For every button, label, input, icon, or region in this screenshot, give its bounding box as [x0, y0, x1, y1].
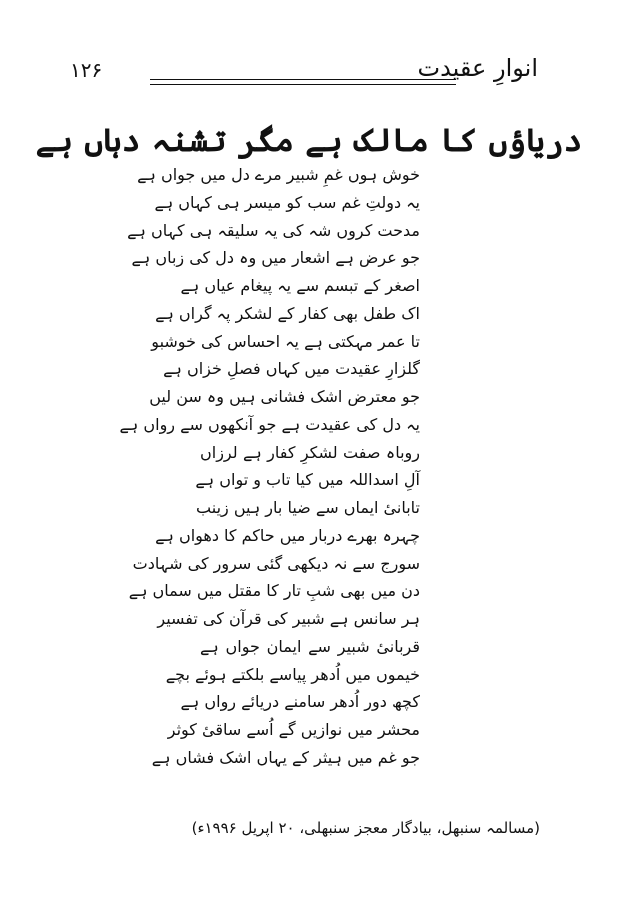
verse-line: اصغر کے تبسم سے یہ پیغام عیاں ہے: [180, 276, 420, 295]
verse-line: خوش ہوں غمِ شبیر مرے دل میں جواں ہے: [137, 165, 420, 184]
verse-line: اک طفل بھی کفار کے لشکر پہ گراں ہے: [155, 303, 420, 323]
book-title: انوارِ عقیدت: [417, 54, 538, 82]
verse-line: خیموں میں اُدھر پیاسے بلکتے ہوئے بچے: [165, 664, 420, 684]
verse-line: تا عمر مہکتی ہے یہ احساس کی خوشبو: [151, 331, 420, 351]
header-rule-top: [150, 79, 456, 80]
verse-line: قربانیٔ شبیر سے ایمان جواں ہے: [200, 636, 420, 656]
poem-title: دریاؤں کا مالک ہے مگر تشنہ دہاں ہے: [35, 121, 583, 159]
verse-line: گلزارِ عقیدت میں کہاں فصلِ خزاں ہے: [163, 359, 420, 379]
verse-line: کچھ دور اُدھر سامنے دریائے رواں ہے: [180, 692, 420, 712]
verse-line: چہرہ بھرے دربار میں حاکم کا دھواں ہے: [155, 525, 420, 545]
verse-line: آلِ اسداللہ میں کیا تاب و تواں ہے: [195, 470, 420, 490]
verse-line: یہ دولتِ غم سب کو میسر ہی کہاں ہے: [154, 192, 420, 212]
header-rule-bottom: [150, 84, 456, 85]
page-header: [0, 0, 618, 100]
page-number: ۱۲۶: [70, 58, 103, 82]
verse-line: جو غم میں ہیثر کے یہاں اشک فشاں ہے: [151, 747, 420, 767]
verse-line: محشر میں نوازیں گے اُسے ساقیٔ کوثر: [167, 720, 420, 739]
verse-line: دن میں بھی شبِ تار کا مقتل میں سماں ہے: [128, 581, 420, 601]
verse-line: روباہ صفت لشکرِ کفار ہے لرزاں: [200, 442, 420, 462]
verse-line: ہر سانس ہے شبیر کی قرآن کی تفسیر: [157, 609, 420, 628]
verse-line: جو عرض ہے اشعار میں وہ دل کی زباں ہے: [131, 248, 420, 268]
verse-line: جو معترض اشک فشانی ہیں وہ سن لیں: [149, 387, 420, 406]
verse-line: مدحت کروں شہ کی یہ سلیقہ ہی کہاں ہے: [127, 220, 420, 240]
verse-line: سورج سے نہ دیکھی گئی سرور کی شہادت: [132, 553, 420, 573]
source-note: (مسالمہ سنبھل، بیادگار معجز سنبھلی، ۲۰ اپریل ۱۹۹۶ء): [191, 819, 540, 837]
verse-line: یہ دل کی عقیدت ہے جو آنکھوں سے رواں ہے: [119, 414, 420, 434]
verse-line: تابانیٔ ایماں سے ضیا بار ہیں زینب: [196, 498, 420, 517]
verse-list: [119, 161, 420, 772]
